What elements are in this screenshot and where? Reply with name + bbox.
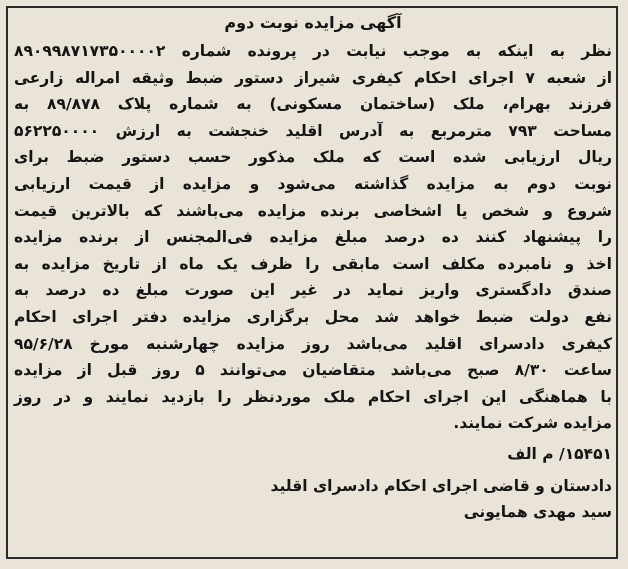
- notice-line: از شعبه ۷ اجرای احکام کیفری شیراز دستور ضبط وثیقه امراله زارعی: [14, 68, 613, 87]
- signature-block: [14, 473, 612, 525]
- notice-line: با هماهنگی این اجرای احکام ملک موردنظر را بازدید نمایند و در روز: [14, 387, 612, 406]
- notice-body: [14, 10, 612, 525]
- notice-line: فرزند بهرام، ملک (ساختمان مسکونی) به شماره پلاک ۸۹/۸۷۸ به: [14, 95, 612, 114]
- notice-line: مزایده شرکت نمایند.: [453, 414, 612, 433]
- notice-title: آگهی مزایده نوبت دوم: [224, 13, 402, 32]
- notice-line: شروع و شخص یا اشخاصی برنده مزایده می‌باشند که بالاترین قیمت: [14, 201, 612, 220]
- notice-line: مساحت ۷۹۳ مترمربع به آدرس اقلید خنجشت به ارزش ۵۶۲۲۵۰۰۰۰: [14, 121, 612, 140]
- notice-line: صندق دادگستری واریز نماید در غیر این صورت مبلغ ده درصد به: [14, 281, 612, 300]
- notice-line: نفع دولت ضبط خواهد شد محل برگزاری مزایده دفتر اجرای احکام: [14, 307, 612, 326]
- notice-line: نوبت دوم به مزایده گذاشته می‌شود و مزایده از قیمت ارزیابی: [14, 174, 612, 193]
- reference-number: ۱۵۴۵۱/ م الف: [507, 444, 612, 463]
- notice-line: نظر به اینکه به موجب نیابت در پرونده شماره ۸۹۰۹۹۸۷۱۷۳۵۰۰۰۰۲: [14, 42, 612, 60]
- notice-line: اخذ و نامبرده مکلف است مابقی را ظرف یک ماه از تاریخ مزایده به: [14, 254, 612, 273]
- notice-line: ساعت ۸/۳۰ صبح می‌باشد متقاضیان می‌توانند ۵ روز قبل از مزایده: [14, 361, 612, 380]
- signature-office: دادستان و قاضی اجرای احکام دادسرای اقلید: [270, 476, 612, 495]
- signature-name: سید مهدی همایونی: [463, 502, 612, 521]
- notice-line: کیفری دادسرای اقلید می‌باشد روز مزایده چهارشنبه مورخ ۹۵/۶/۲۸: [14, 334, 612, 353]
- notice-line: ریال ارزیابی شده است که ملک مذکور حسب دستور ضبط برای: [14, 148, 612, 167]
- notice-line: را پیشنهاد کنند ده درصد مبلغ مزایده فی‌المجنس از برنده مزایده: [14, 228, 612, 247]
